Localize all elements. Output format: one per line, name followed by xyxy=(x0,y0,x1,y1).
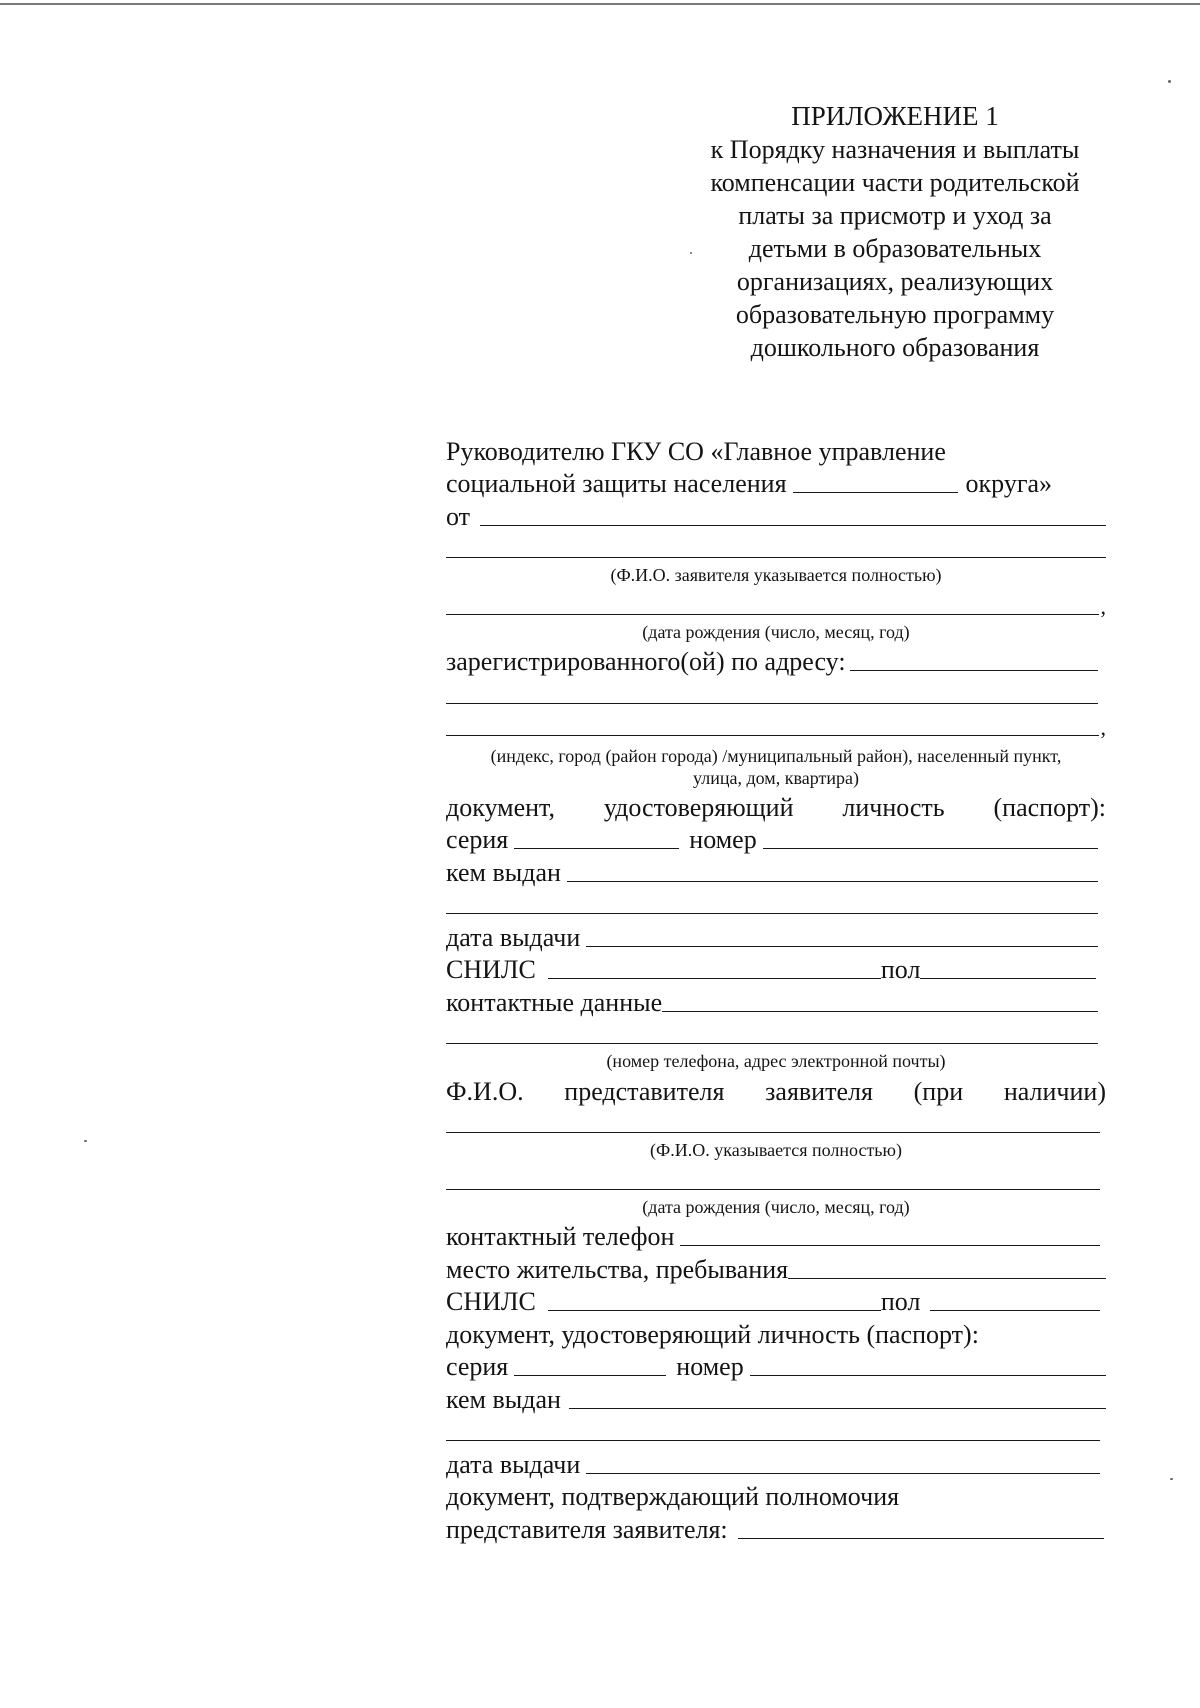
issued-by-field-2[interactable] xyxy=(446,912,1098,914)
address-caption-line: улица, дом, квартира) xyxy=(693,768,859,788)
rep-birth-date-field[interactable] xyxy=(446,1188,1100,1190)
rep-birth-caption: (дата рождения (число, месяц, год) xyxy=(642,1196,910,1217)
rep-fio-caption: (Ф.И.О. указывается полностью) xyxy=(650,1140,902,1160)
rep-sex-field[interactable] xyxy=(930,1309,1100,1311)
scan-top-edge xyxy=(0,3,1200,5)
phone-row xyxy=(446,1219,1106,1252)
contacts-label: контактные данные xyxy=(446,987,663,1017)
applicant-fio-row xyxy=(446,531,1106,564)
issued-by-row-2 xyxy=(446,887,1106,920)
district-field[interactable] xyxy=(793,491,958,493)
birth-date-caption: (дата рождения (число, месяц, год) xyxy=(642,621,910,642)
issue-date-label: дата выдачи xyxy=(446,922,581,952)
issued-by-label: кем выдан xyxy=(446,857,561,887)
rep-word: Ф.И.О. xyxy=(446,1076,524,1106)
birth-date-field[interactable] xyxy=(446,613,1099,615)
contacts-row-2 xyxy=(446,1017,1106,1050)
applicant-fio-field-2[interactable] xyxy=(446,556,1106,558)
rep-word: наличии) xyxy=(1003,1076,1106,1106)
authority-doc-label: документ, подтверждающий полномочия xyxy=(446,1482,900,1511)
authority-doc-field[interactable] xyxy=(738,1537,1104,1539)
rep-id-document-row xyxy=(446,1316,1106,1349)
snils-row xyxy=(446,952,1106,985)
scan-speck xyxy=(84,1140,87,1142)
issue-date-label: дата выдачи xyxy=(446,1449,581,1479)
registered-label: зарегистрированного(ой) по адресу: xyxy=(446,647,846,676)
id-doc-word: документ, xyxy=(446,792,555,822)
rep-series-number-row xyxy=(446,1349,1106,1382)
rep-word: заявителя xyxy=(765,1076,873,1106)
rep-snils-field[interactable] xyxy=(548,1309,881,1311)
issue-date-field[interactable] xyxy=(586,945,1098,947)
scan-speck xyxy=(1170,1478,1173,1480)
applicant-fio-caption: (Ф.И.О. заявителя указывается полностью) xyxy=(610,565,942,585)
passport-number-field[interactable] xyxy=(763,847,1098,849)
addressee-text: Руководителю ГКУ СО «Главное управление xyxy=(446,436,946,466)
appendix-line: платы за присмотр и уход за xyxy=(738,201,1052,230)
series-label: серия xyxy=(446,1352,509,1381)
issued-by-row xyxy=(446,854,1106,887)
addressee-line xyxy=(446,466,1106,499)
appendix-title: ПРИЛОЖЕНИЕ 1 xyxy=(791,101,999,131)
id-doc-word: удостоверяющий xyxy=(603,792,794,822)
number-label: номер xyxy=(676,1352,744,1381)
id-document-row xyxy=(446,789,1106,822)
rep-birth-row xyxy=(446,1162,1106,1195)
addressee-line xyxy=(446,433,1106,466)
number-label: номер xyxy=(689,825,757,854)
rep-word: (при xyxy=(913,1076,964,1106)
snils-field[interactable] xyxy=(548,977,881,979)
snils-label: СНИЛС xyxy=(446,955,536,984)
rep-issue-date-field[interactable] xyxy=(586,1472,1100,1474)
applicant-fio-field[interactable] xyxy=(480,524,1106,526)
sex-label: пол xyxy=(880,1287,921,1316)
id-doc-word: личность xyxy=(842,792,945,822)
address-row xyxy=(446,676,1106,709)
phone-label: контактный телефон xyxy=(446,1222,675,1251)
rep-word: представителя xyxy=(564,1076,725,1106)
sex-label: пол xyxy=(880,955,921,984)
address-row xyxy=(446,709,1106,742)
appendix-line: к Порядку назначения и выплаты xyxy=(710,135,1080,164)
appendix-line: образовательную программу xyxy=(735,300,1055,329)
appendix-line: дошкольного образования xyxy=(750,333,1040,362)
birth-date-row xyxy=(446,587,1106,620)
sex-field[interactable] xyxy=(920,977,1096,979)
registered-row xyxy=(446,644,1106,677)
rep-issued-by-row xyxy=(446,1381,1106,1414)
contacts-caption: (номер телефона, адрес электронной почты) xyxy=(606,1051,946,1071)
id-doc-word: (паспорт): xyxy=(993,792,1106,822)
rep-issued-by-row-2 xyxy=(446,1414,1106,1447)
rep-issued-by-field[interactable] xyxy=(569,1407,1106,1409)
passport-series-field[interactable] xyxy=(514,847,679,849)
residence-row xyxy=(446,1251,1106,1284)
series-label: серия xyxy=(446,825,509,854)
rep-passport-series-field[interactable] xyxy=(514,1374,666,1376)
rep-snils-row xyxy=(446,1284,1106,1317)
authority-doc-row-2 xyxy=(446,1511,1106,1544)
appendix-line: компенсации части родительской xyxy=(710,168,1080,197)
comma: , xyxy=(1100,715,1106,740)
rep-passport-number-field[interactable] xyxy=(750,1374,1106,1376)
rep-fio-row xyxy=(446,1106,1106,1139)
issued-by-field[interactable] xyxy=(567,880,1098,882)
addressee-text-end: округа» xyxy=(965,469,1053,498)
addressee-text: социальной защиты населения xyxy=(446,469,787,498)
appendix-line: организациях, реализующих xyxy=(736,267,1054,296)
address-field[interactable] xyxy=(850,669,1098,671)
scan-speck xyxy=(1168,80,1171,83)
rep-fio-field[interactable] xyxy=(446,1131,1100,1133)
series-number-row xyxy=(446,822,1106,855)
contacts-field-2[interactable] xyxy=(446,1042,1098,1044)
contacts-field[interactable] xyxy=(662,1010,1098,1012)
phone-field[interactable] xyxy=(680,1244,1100,1246)
issue-date-row xyxy=(446,919,1106,952)
rep-issue-date-row xyxy=(446,1446,1106,1479)
address-field-2[interactable] xyxy=(446,702,1098,704)
comma: , xyxy=(1100,593,1106,619)
snils-label: СНИЛС xyxy=(446,1287,536,1316)
from-row xyxy=(446,498,1106,531)
rep-id-doc-label: документ, удостоверяющий личность (паспорт): xyxy=(446,1319,979,1349)
issued-by-label: кем выдан xyxy=(446,1384,561,1414)
address-caption xyxy=(446,745,1106,789)
authority-doc-label-2: представителя заявителя: xyxy=(446,1514,728,1544)
from-label: от xyxy=(446,501,471,531)
representative-heading xyxy=(446,1073,1106,1106)
appendix-header xyxy=(655,100,1135,364)
contacts-row xyxy=(446,984,1106,1017)
authority-doc-row xyxy=(446,1479,1106,1512)
address-field-3[interactable] xyxy=(446,734,1099,736)
residence-field[interactable] xyxy=(788,1277,1106,1279)
rep-issued-by-field-2[interactable] xyxy=(446,1439,1100,1441)
residence-label: место жительства, пребывания xyxy=(446,1254,789,1284)
address-caption-line: (индекс, город (район города) /муниципальный район), населенный пункт, xyxy=(490,746,1062,766)
application-form xyxy=(446,433,1106,1544)
appendix-line: детьми в образовательных xyxy=(748,234,1042,263)
